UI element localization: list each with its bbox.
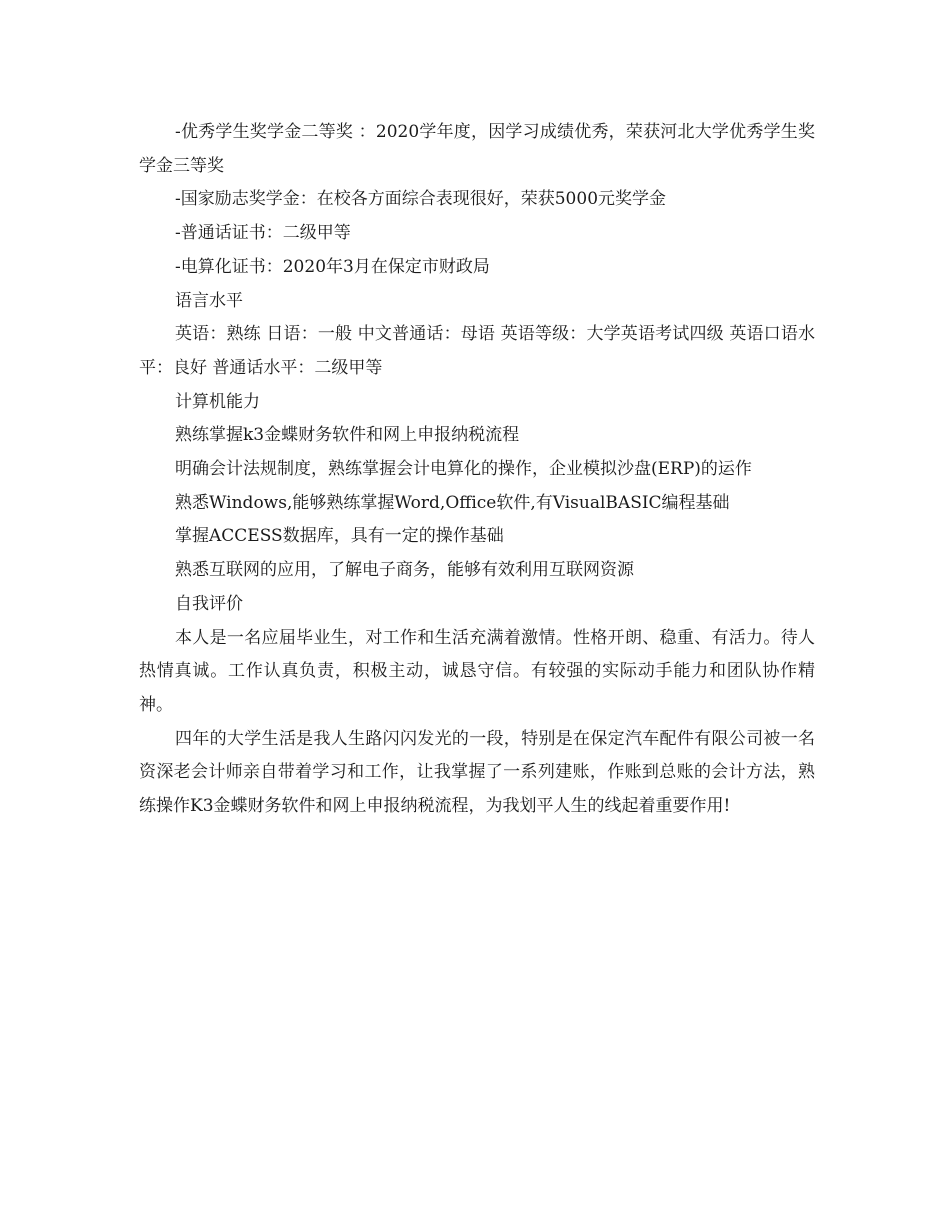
computer-heading: 计算机能力 xyxy=(175,391,260,412)
computer-item: 明确会计法规制度，熟练掌握会计电算化的操作，企业模拟沙盘(ERP)的运作 xyxy=(175,459,752,480)
computer-item: 熟悉Windows,能够熟练掌握Word,Office软件,有VisualBASIC编程基础 xyxy=(175,492,730,513)
self-eval-paragraph: 四年的大学生活是我人生路闪闪发光的一段，特别是在保定汽车配件有限公司被一名资深老会计师亲自带着学习和工作，让我掌握了一系列建账，作账到总账的会计方法，熟练操作K3金蝶财务软件和网上申报纳税流程，为我划平人生的线起着重要作用! xyxy=(139,728,815,817)
computer-item: 熟练掌握k3金蝶财务软件和网上申报纳税流程 xyxy=(175,425,520,446)
document-body xyxy=(139,116,815,824)
computer-item: 熟悉互联网的应用，了解电子商务，能够有效利用互联网资源 xyxy=(175,560,634,581)
self-eval-paragraph: 本人是一名应届毕业生，对工作和生活充满着激情。性格开朗、稳重、有活力。待人热情真诚。工作认真负责，积极主动，诚恳守信。有较强的实际动手能力和团队协作精神。 xyxy=(139,627,815,715)
award-item-scholarship: -优秀学生奖学金二等奖 ：2020学年度，因学习成绩优秀，荣获河北大学优秀学生奖学金三等奖 xyxy=(139,122,815,176)
self-eval-heading: 自我评价 xyxy=(175,593,243,614)
language-heading: 语言水平 xyxy=(175,290,243,311)
computer-item: 掌握ACCESS数据库，具有一定的操作基础 xyxy=(175,526,504,547)
language-text: 英语：熟练 日语：一般 中文普通话：母语 英语等级：大学英语考试四级 英语口语水平：良好 普通话水平：二级甲等 xyxy=(139,324,815,378)
award-item-mandarin-certificate: -普通话证书：二级甲等 xyxy=(175,223,351,244)
award-item-national-scholarship: -国家励志奖学金：在校各方面综合表现很好，荣获5000元奖学金 xyxy=(175,189,667,210)
award-item-accounting-certificate: -电算化证书：2020年3月在保定市财政局 xyxy=(175,256,490,277)
